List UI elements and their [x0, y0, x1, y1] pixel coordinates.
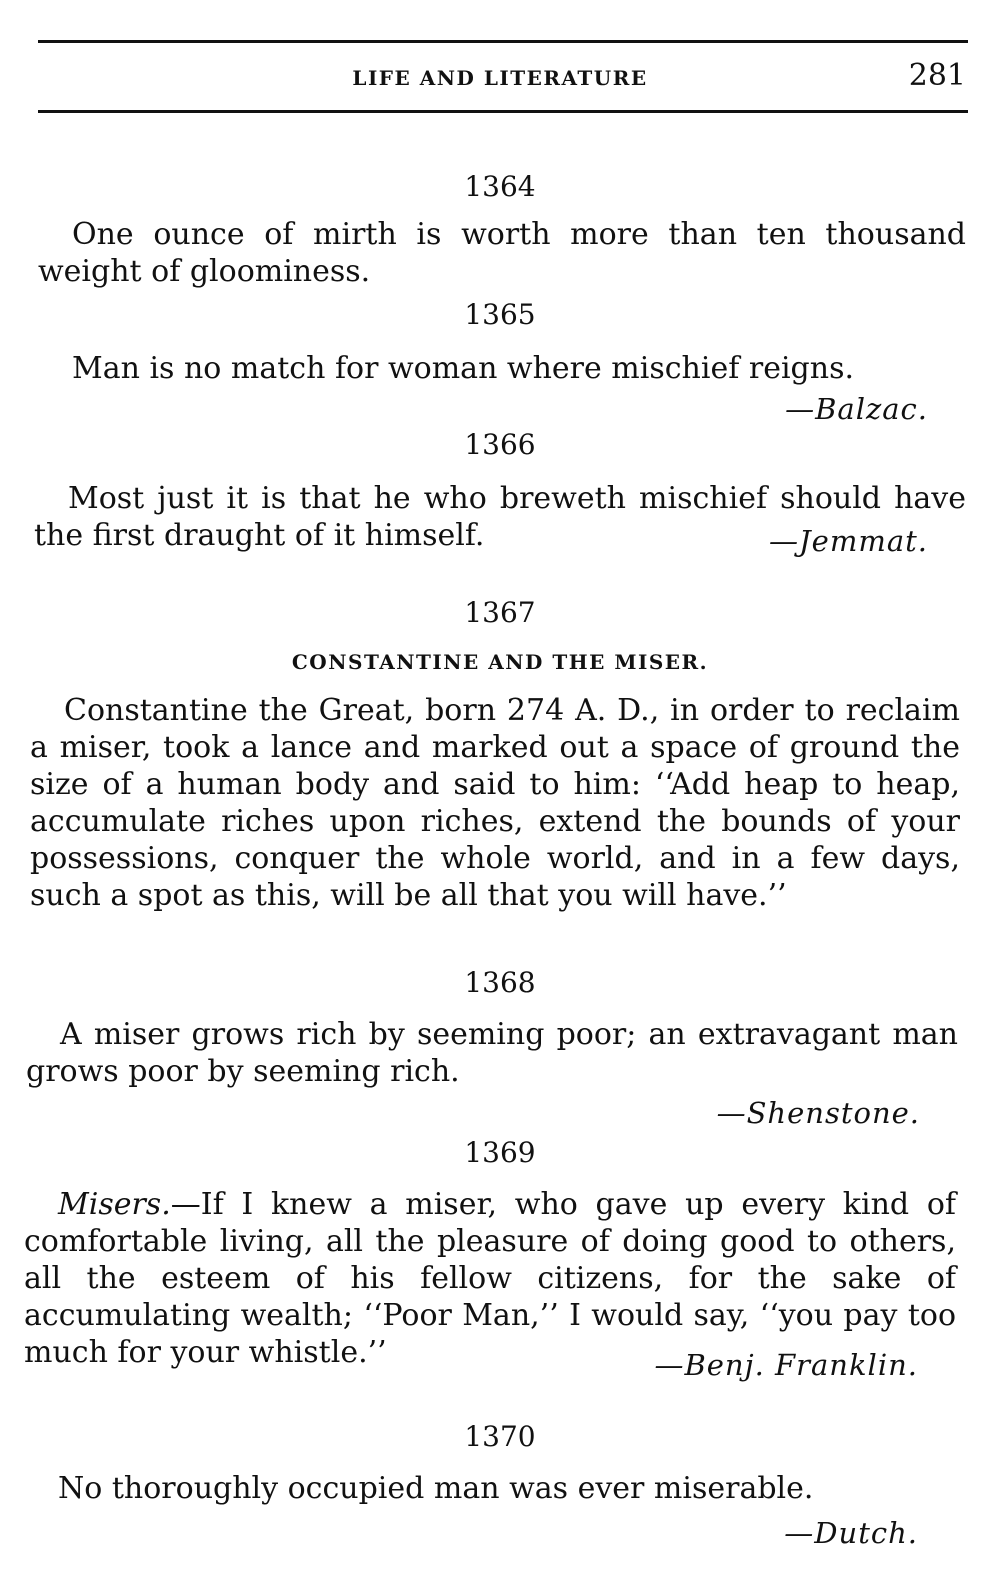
attribution: —Dutch. [784, 1516, 918, 1550]
entry-text-body: Constantine the Great, born 274 A. D., in order to reclaim a miser, took a lance and marked out a space of ground the size of a human body and said to him: ‘‘Add heap to heap, accumulate riches upon riches, extend the bounds of your possessions, conquer the whole world, and in a few days, such a spot as this, will be all that you will have.’’ [30, 693, 960, 913]
attribution: —Shenstone. [716, 1096, 920, 1130]
entry-number: 1370 [464, 1420, 536, 1453]
entry-number: 1365 [464, 298, 536, 331]
entry-text [26, 1016, 958, 1090]
entry-text [30, 692, 960, 914]
attribution: —Jemmat. [769, 524, 928, 558]
entry-text [38, 350, 966, 387]
attribution: —Balzac. [785, 392, 928, 426]
entry-number: 1367 [464, 596, 536, 629]
entry-text-body: A miser grows rich by seeming poor; an extravagant man grows poor by seeming rich. [26, 1017, 958, 1089]
entry-number: 1364 [464, 170, 536, 203]
entry-lead: Misers. [58, 1187, 171, 1222]
entry-text [24, 1186, 956, 1371]
attribution: —Benj. Franklin. [654, 1348, 918, 1382]
entry-text-body: One ounce of mirth is worth more than ten thousand weight of gloominess. [38, 217, 966, 289]
entry-number: 1366 [464, 428, 536, 461]
entry-text [38, 216, 966, 290]
entry-text-body: Most just it is that he who breweth mischief should have the first draught of it himself. [34, 481, 966, 553]
entry-text [24, 1470, 956, 1507]
entry-text-body: —If I knew a miser, who gave up every kind of comfortable living, all the pleasure of doing good to others, all the esteem of his fellow citizens, for the sake of accumulating wealth; ‘‘Poor Man,’’ I would say, ‘‘you pay too much for your whistle.’’ [24, 1187, 956, 1370]
header-bottom-rule [38, 110, 968, 113]
header-top-rule [38, 40, 968, 43]
entry-text-body: No thoroughly occupied man was ever miserable. [58, 1471, 814, 1506]
running-title: LIFE AND LITERATURE [352, 66, 648, 90]
entry-number: 1368 [464, 966, 536, 999]
section-heading: CONSTANTINE AND THE MISER. [291, 650, 709, 674]
page-number: 281 [908, 58, 966, 93]
entry-text-body: Man is no match for woman where mischief reigns. [72, 351, 855, 386]
entry-number: 1369 [464, 1136, 536, 1169]
